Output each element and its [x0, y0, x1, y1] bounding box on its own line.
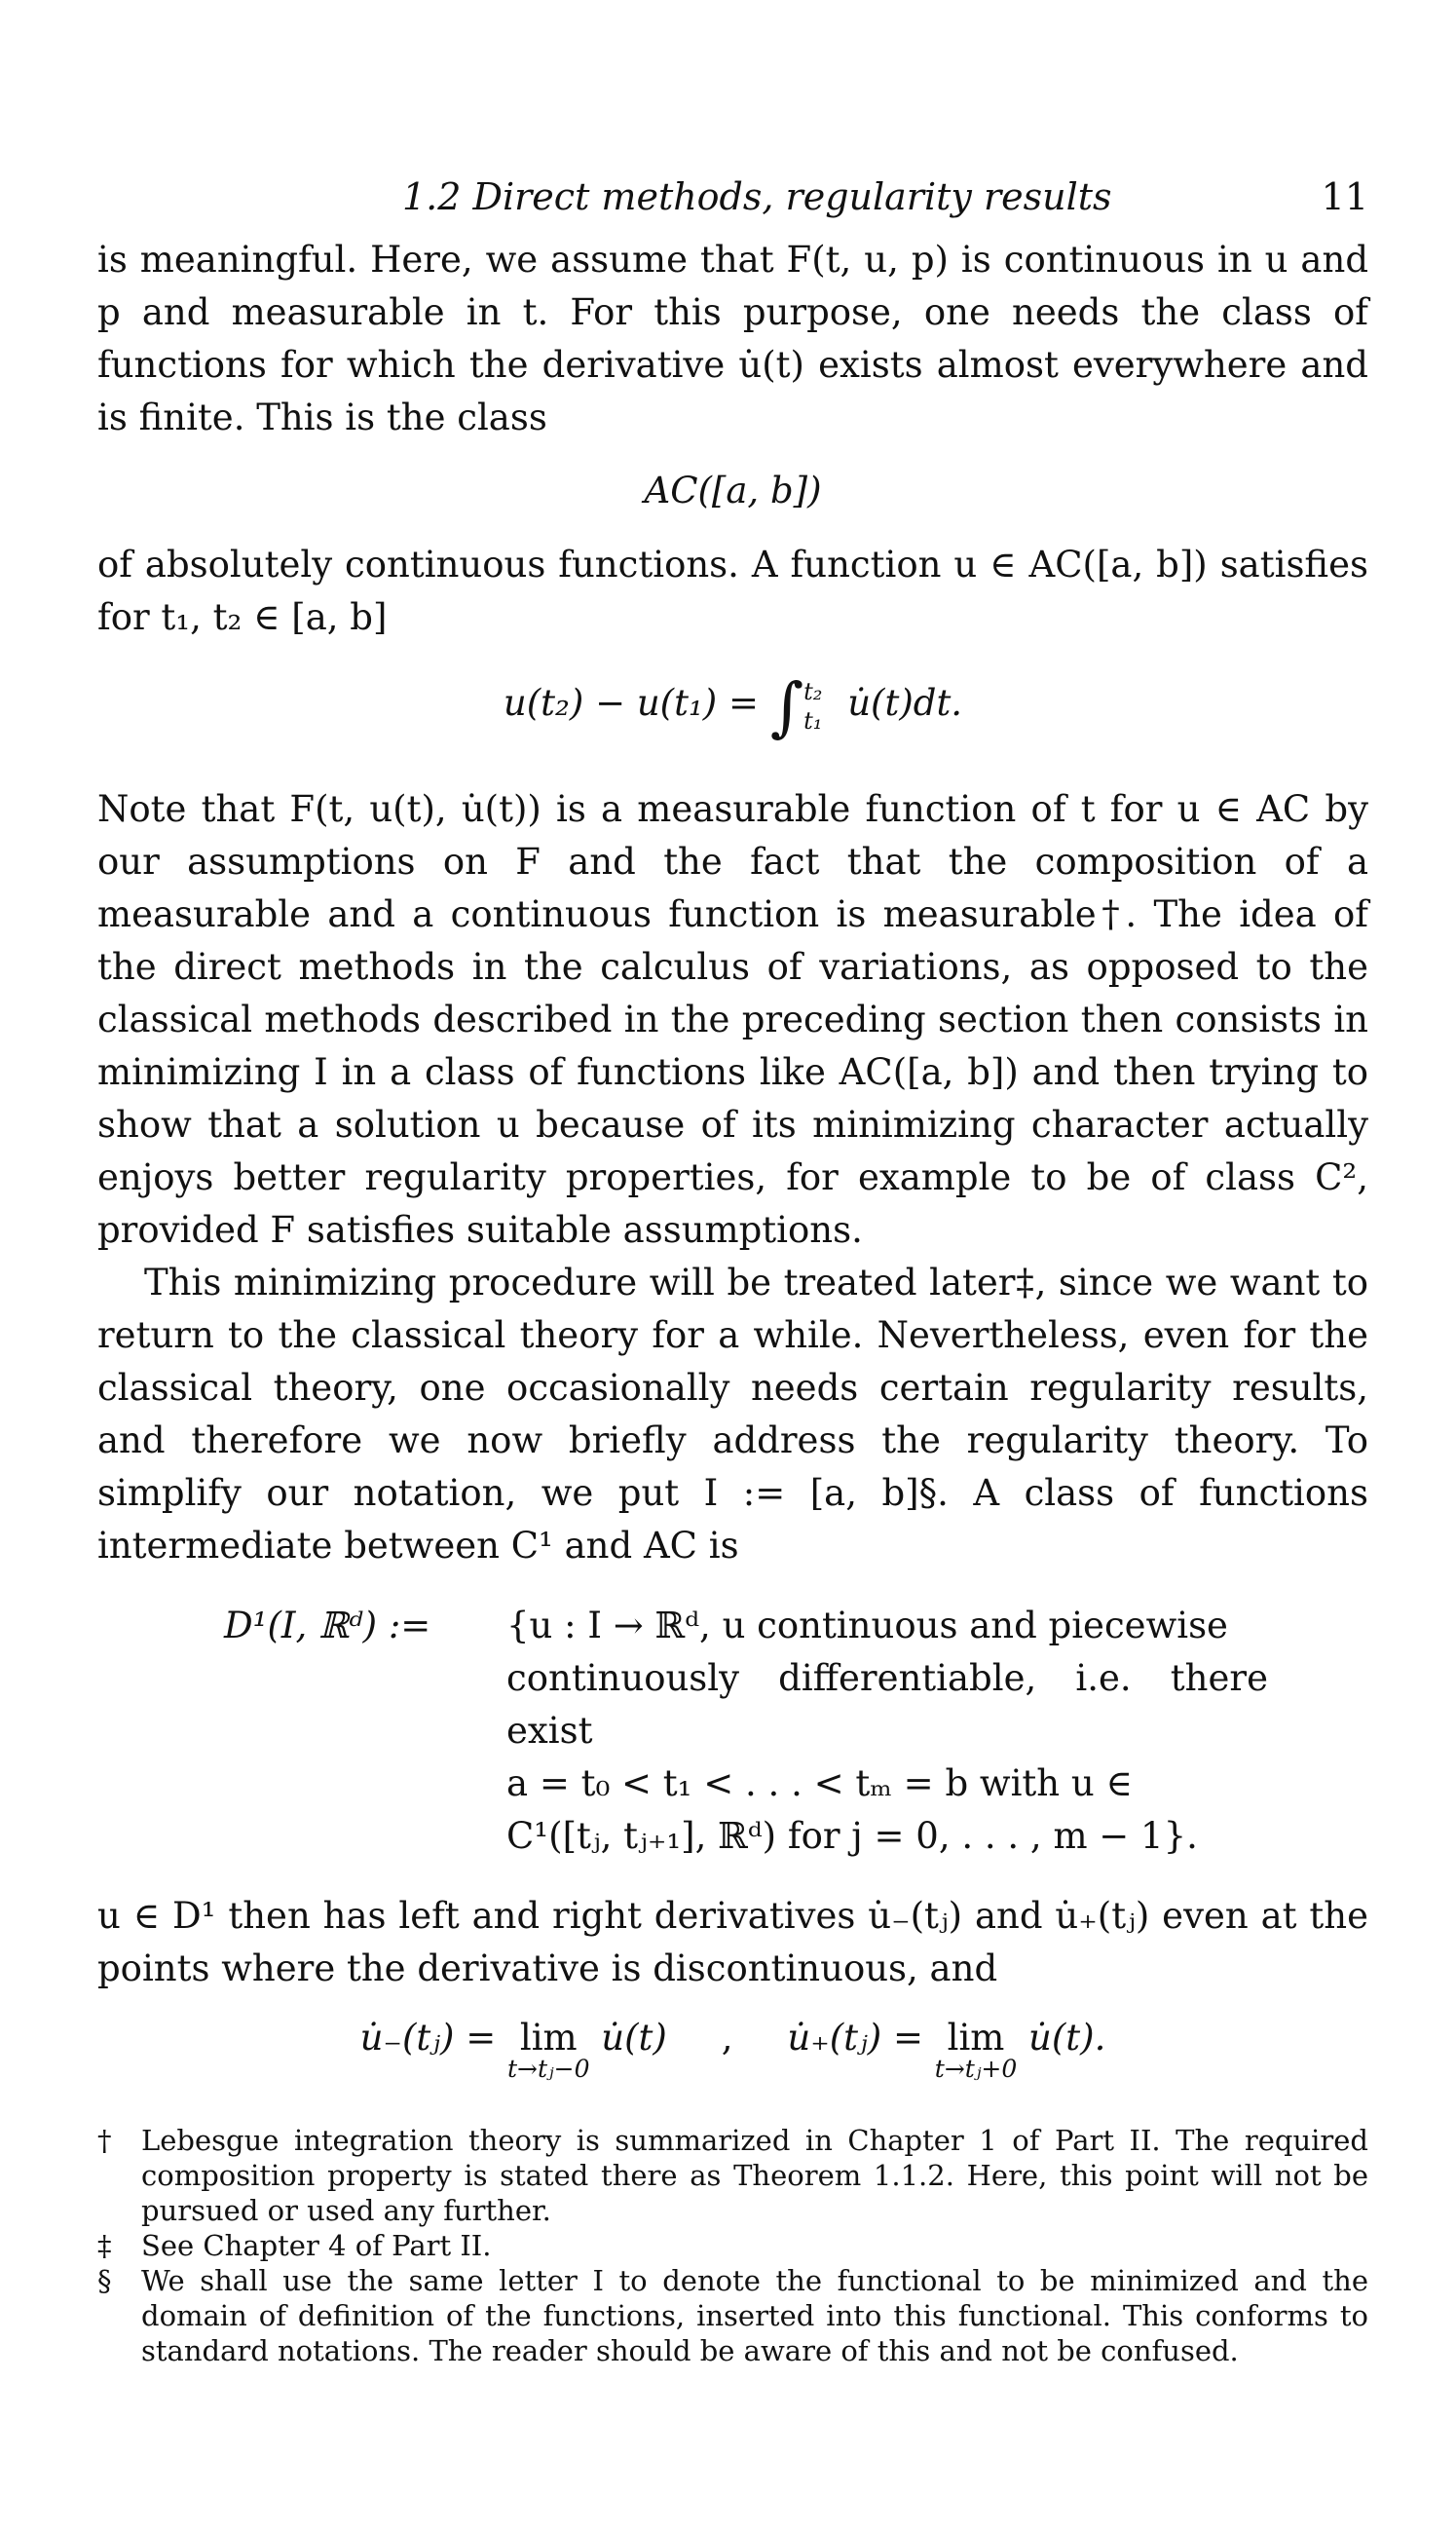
paragraph-4: This minimizing procedure will be treated later‡, since we want to return to the classical theory for a while. Nevertheless, even for the classical theory, one occasionally needs certain regularity results, and therefore we now briefly address the regularity theory. To simplify our notation, we put I := [a, b]§. A class of functions intermediate between C¹ and AC is — [97, 1262, 1368, 1567]
footnote-mark: † — [97, 2124, 112, 2157]
right-limit: lim t→tⱼ+0 — [934, 2017, 1018, 2083]
running-header — [97, 166, 1368, 234]
definition-line: {u : I → ℝᵈ, u continuous and piecewise — [506, 1605, 1228, 1646]
footnote-double-dagger — [97, 2228, 1368, 2263]
definition-line: continuously differentiable, i.e. there exist — [506, 1657, 1268, 1752]
right-derivative-lhs: u̇₊(tⱼ) = — [787, 2017, 924, 2059]
footnote-dagger — [97, 2123, 1368, 2228]
right-derivative-rhs: u̇(t). — [1028, 2017, 1106, 2059]
page-number: 11 — [1321, 175, 1368, 218]
left-derivative-lhs: u̇₋(tⱼ) = — [359, 2017, 497, 2059]
footnote-mark: § — [97, 2264, 112, 2297]
integral-upper-limit: t₂ — [803, 677, 823, 705]
paragraph-5: u ∈ D¹ then has left and right derivatives u̇₋(tⱼ) and u̇₊(tⱼ) even at the points where the derivative is discontinuous, and — [97, 1895, 1368, 1989]
integral-sign: ∫ — [769, 669, 804, 744]
definition-d1 — [224, 1600, 1368, 1863]
integral-lower-limit: t₁ — [803, 706, 823, 735]
integral-equation — [97, 669, 1368, 744]
left-limit: lim t→tⱼ−0 — [507, 2017, 590, 2083]
separator: , — [721, 2017, 733, 2059]
left-derivative-rhs: u̇(t) — [601, 2017, 667, 2059]
footnote-text: Lebesgue integration theory is summarized in Chapter 1 of Part II. The required composition property is stated there as Theorem 1.1.2. Here, this point will not be pursued or used any further. — [141, 2124, 1368, 2227]
section-title: 1.2 Direct methods, regularity results — [402, 175, 1112, 218]
paragraph-2: of absolutely continuous functions. A function u ∈ AC([a, b]) satisfies for t₁, t₂ ∈ [a, b] — [97, 544, 1368, 638]
definition-line: a = t₀ < t₁ < . . . < tₘ = b with u ∈ — [506, 1762, 1133, 1804]
footnote-text: We shall use the same letter I to denote the functional to be minimized and the domain of definition of the functions, inserted into this functional. This conforms to standard notations. The reader should be aware of this and not be confused. — [141, 2264, 1368, 2367]
equation-integrand: u̇(t)dt. — [847, 682, 963, 724]
footnotes — [97, 2123, 1368, 2368]
definition-line: C¹([tⱼ, tⱼ₊₁], ℝᵈ) for j = 0, . . . , m − 1}. — [506, 1815, 1198, 1857]
paragraph-3: Note that F(t, u(t), u̇(t)) is a measurable function of t for u ∈ AC by our assumptions on F and the fact that the composition of a measurable and a continuous function is measurable†. The idea of the direct methods in the calculus of variations, as opposed to the classical methods described in the preceding section then consists in minimizing I in a class of functions like AC([a, b]) and then trying to show that a solution u because of its minimizing character actually enjoys better regularity properties, for example to be of class C², provided F satisfies suitable assumptions. — [97, 788, 1368, 1251]
footnote-section — [97, 2263, 1368, 2368]
page — [97, 166, 1368, 2368]
display-ac-class: AC([a, b]) — [644, 470, 822, 511]
definition-rhs — [506, 1600, 1268, 1863]
paragraph-1: is meaningful. Here, we assume that F(t, u, p) is continuous in u and p and measurable in t. For this purpose, one needs the class of functions for which the derivative u̇(t) exists almost everywhere and is finite. This is the class — [97, 239, 1368, 438]
equation-lhs: u(t₂) − u(t₁) = — [503, 682, 759, 724]
footnote-text: See Chapter 4 of Part II. — [141, 2229, 492, 2262]
definition-lhs: D¹(I, ℝᵈ) := — [224, 1605, 431, 1646]
one-sided-limits — [97, 2017, 1368, 2083]
footnote-mark: ‡ — [97, 2229, 112, 2262]
